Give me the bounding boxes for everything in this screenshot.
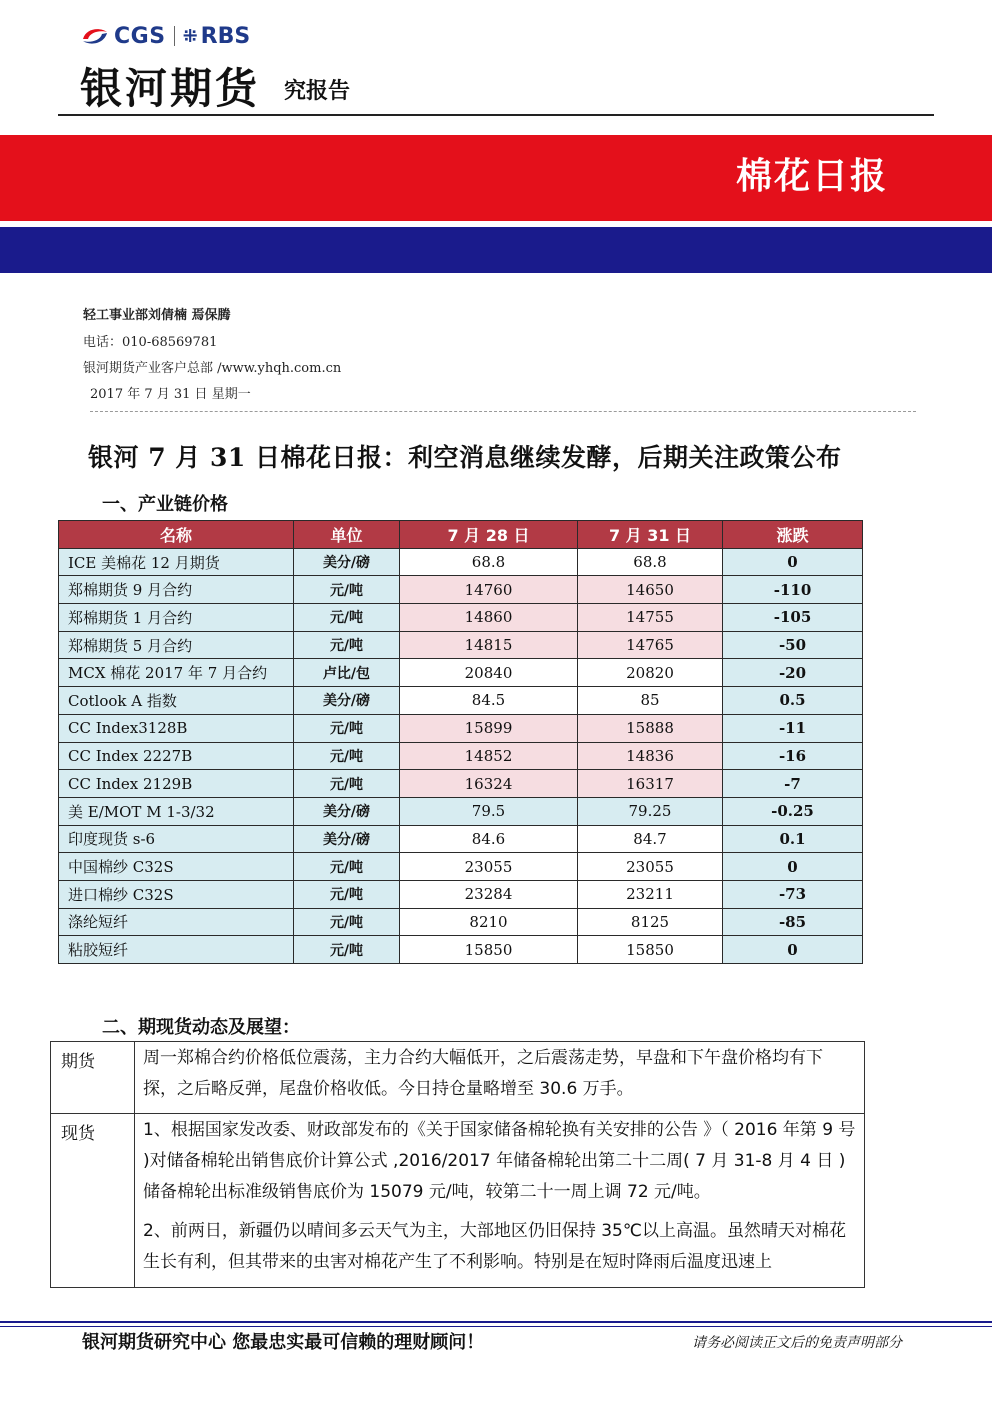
table-row <box>59 742 863 770</box>
row-value-date-2: 68.8 <box>578 548 723 576</box>
footer-rule-thin <box>0 1326 992 1327</box>
row-value-date-1: 23284 <box>400 880 578 908</box>
row-change: -20 <box>723 659 863 687</box>
row-change: 0 <box>723 853 863 881</box>
spot-paragraph-1: 1、根据国家发改委、财政部发布的《关于国家储备棉轮换有关安排的公告 》（ 2016 年第 9 号 )对储备棉轮出销售底价计算公式 ,2016/2017 年储备棉轮出第二十二周( 7 月 31-8 月 4 日 ) 储备棉轮出标准级销售底价为 15079 元/吨，较第二十一周上调 72 元/吨。 <box>143 1120 856 1202</box>
row-name: CC Index3128B <box>59 714 294 742</box>
table-row <box>59 687 863 715</box>
row-value-date-2: 84.7 <box>578 825 723 853</box>
row-unit: 元/吨 <box>294 936 400 964</box>
row-change: 0.1 <box>723 825 863 853</box>
table-row <box>59 604 863 632</box>
banner-blue-band <box>0 227 992 273</box>
row-name: 粘胶短纤 <box>59 936 294 964</box>
row-change: -7 <box>723 770 863 798</box>
row-value-date-1: 15850 <box>400 936 578 964</box>
futures-label: 期货 <box>51 1042 135 1114</box>
row-unit: 元/吨 <box>294 770 400 798</box>
table-row <box>59 825 863 853</box>
row-value-date-1: 84.5 <box>400 687 578 715</box>
table-row <box>59 576 863 604</box>
row-name: MCX 棉花 2017 年 7 月合约 <box>59 659 294 687</box>
dashed-divider <box>90 411 916 412</box>
table-row <box>59 880 863 908</box>
row-value-date-2: 23211 <box>578 880 723 908</box>
row-value-date-2: 20820 <box>578 659 723 687</box>
header-divider <box>58 114 934 116</box>
row-change: 0.5 <box>723 687 863 715</box>
futures-text: 周一郑棉合约价格低位震荡，主力合约大幅低开，之后震荡走势，早盘和下午盘价格均有下探，之后略反弹，尾盘价格收低。今日持仓量略增至 30.6 万手。 <box>135 1042 865 1114</box>
section-heading-outlook: 二、期现货动态及展望： <box>102 1017 300 1038</box>
logo-separator <box>174 26 175 46</box>
logo-rbs-text: RBS <box>200 23 251 49</box>
row-unit: 美分/磅 <box>294 797 400 825</box>
website: 银河期货产业客户总部 /www.yhqh.com.cn <box>83 361 342 376</box>
row-name: 印度现货 s-6 <box>59 825 294 853</box>
commentary-row-spot <box>51 1114 865 1288</box>
spot-paragraph-2: 2、前两日，新疆仍以晴间多云天气为主，大部地区仍旧保持 35℃以上高温。虽然晴天对棉花生长有利，但其带来的虫害对棉花产生了不利影响。特别是在短时降雨后温度迅速上 <box>143 1221 846 1272</box>
row-name: 美 E/MOT M 1-3/32 <box>59 797 294 825</box>
row-value-date-1: 79.5 <box>400 797 578 825</box>
main-title: 银河 7 月 31 日棉花日报：利空消息继续发酵，后期关注政策公布 <box>88 443 842 472</box>
header-unit: 单位 <box>294 521 400 549</box>
report-date: 2017 年 7 月 31 日 星期一 <box>90 387 251 402</box>
row-value-date-1: 14760 <box>400 576 578 604</box>
row-name: 郑棉期货 9 月合约 <box>59 576 294 604</box>
row-change: -110 <box>723 576 863 604</box>
row-unit: 元/吨 <box>294 604 400 632</box>
company-logo <box>80 22 250 50</box>
row-name: ICE 美棉花 12 月期货 <box>59 548 294 576</box>
row-name: 郑棉期货 1 月合约 <box>59 604 294 632</box>
table-row <box>59 770 863 798</box>
price-table-header <box>59 521 863 549</box>
row-change: -73 <box>723 880 863 908</box>
phone: 电话：010-68569781 <box>83 335 218 350</box>
row-value-date-1: 68.8 <box>400 548 578 576</box>
header-date-1: 7 月 28 日 <box>400 521 578 549</box>
row-value-date-1: 14852 <box>400 742 578 770</box>
authors: 轻工事业部刘倩楠 焉保腾 <box>83 308 231 323</box>
row-name: CC Index 2227B <box>59 742 294 770</box>
header-date-2: 7 月 31 日 <box>578 521 723 549</box>
row-value-date-1: 20840 <box>400 659 578 687</box>
footer-slogan: 银河期货研究中心 您最忠实最可信赖的理财顾问！ <box>82 1332 485 1353</box>
row-value-date-2: 14650 <box>578 576 723 604</box>
row-unit: 元/吨 <box>294 853 400 881</box>
row-unit: 卢比/包 <box>294 659 400 687</box>
row-unit: 元/吨 <box>294 576 400 604</box>
report-type: 究报告 <box>284 79 351 104</box>
spot-text <box>143 1115 856 1273</box>
row-unit: 元/吨 <box>294 880 400 908</box>
row-name: 郑棉期货 5 月合约 <box>59 631 294 659</box>
row-change: 0 <box>723 548 863 576</box>
row-unit: 美分/磅 <box>294 548 400 576</box>
row-value-date-2: 15850 <box>578 936 723 964</box>
spot-label: 现货 <box>51 1114 135 1288</box>
row-value-date-2: 8125 <box>578 908 723 936</box>
logo-cgs-text: CGS <box>114 23 166 49</box>
row-change: -105 <box>723 604 863 632</box>
row-unit: 美分/磅 <box>294 825 400 853</box>
row-value-date-1: 15899 <box>400 714 578 742</box>
row-change: 0 <box>723 936 863 964</box>
row-value-date-1: 8210 <box>400 908 578 936</box>
header-change: 涨跌 <box>723 521 863 549</box>
row-value-date-2: 14836 <box>578 742 723 770</box>
row-value-date-1: 14815 <box>400 631 578 659</box>
commentary-row-futures <box>51 1042 865 1114</box>
table-row <box>59 548 863 576</box>
row-value-date-2: 16317 <box>578 770 723 798</box>
table-row <box>59 797 863 825</box>
row-value-date-2: 14755 <box>578 604 723 632</box>
row-name: 中国棉纱 C32S <box>59 853 294 881</box>
table-row <box>59 631 863 659</box>
rbs-mark-icon: ⁜ <box>182 25 198 47</box>
row-value-date-2: 23055 <box>578 853 723 881</box>
row-value-date-1: 14860 <box>400 604 578 632</box>
row-change: -85 <box>723 908 863 936</box>
cgs-swirl-icon <box>80 25 110 47</box>
brand-name: 银河期货 <box>80 64 261 113</box>
row-value-date-1: 84.6 <box>400 825 578 853</box>
row-value-date-1: 16324 <box>400 770 578 798</box>
row-change: -50 <box>723 631 863 659</box>
row-value-date-2: 79.25 <box>578 797 723 825</box>
header-name: 名称 <box>59 521 294 549</box>
banner-title: 棉花日报 <box>735 156 888 197</box>
table-row <box>59 853 863 881</box>
table-row <box>59 936 863 964</box>
row-change: -16 <box>723 742 863 770</box>
row-value-date-2: 85 <box>578 687 723 715</box>
footer-rule-thick <box>0 1321 992 1323</box>
commentary-table <box>50 1041 865 1288</box>
table-row <box>59 659 863 687</box>
price-table <box>58 520 863 964</box>
table-row <box>59 908 863 936</box>
row-change: -0.25 <box>723 797 863 825</box>
row-value-date-1: 23055 <box>400 853 578 881</box>
row-unit: 美分/磅 <box>294 687 400 715</box>
row-unit: 元/吨 <box>294 908 400 936</box>
footer-disclaimer-note: 请务必阅读正文后的免责声明部分 <box>692 1335 902 1351</box>
row-change: -11 <box>723 714 863 742</box>
table-row <box>59 714 863 742</box>
row-name: 进口棉纱 C32S <box>59 880 294 908</box>
row-unit: 元/吨 <box>294 631 400 659</box>
row-value-date-2: 15888 <box>578 714 723 742</box>
row-unit: 元/吨 <box>294 714 400 742</box>
row-name: Cotlook A 指数 <box>59 687 294 715</box>
section-heading-prices: 一、产业链价格 <box>102 494 228 515</box>
row-value-date-2: 14765 <box>578 631 723 659</box>
row-name: 涤纶短纤 <box>59 908 294 936</box>
row-unit: 元/吨 <box>294 742 400 770</box>
row-name: CC Index 2129B <box>59 770 294 798</box>
